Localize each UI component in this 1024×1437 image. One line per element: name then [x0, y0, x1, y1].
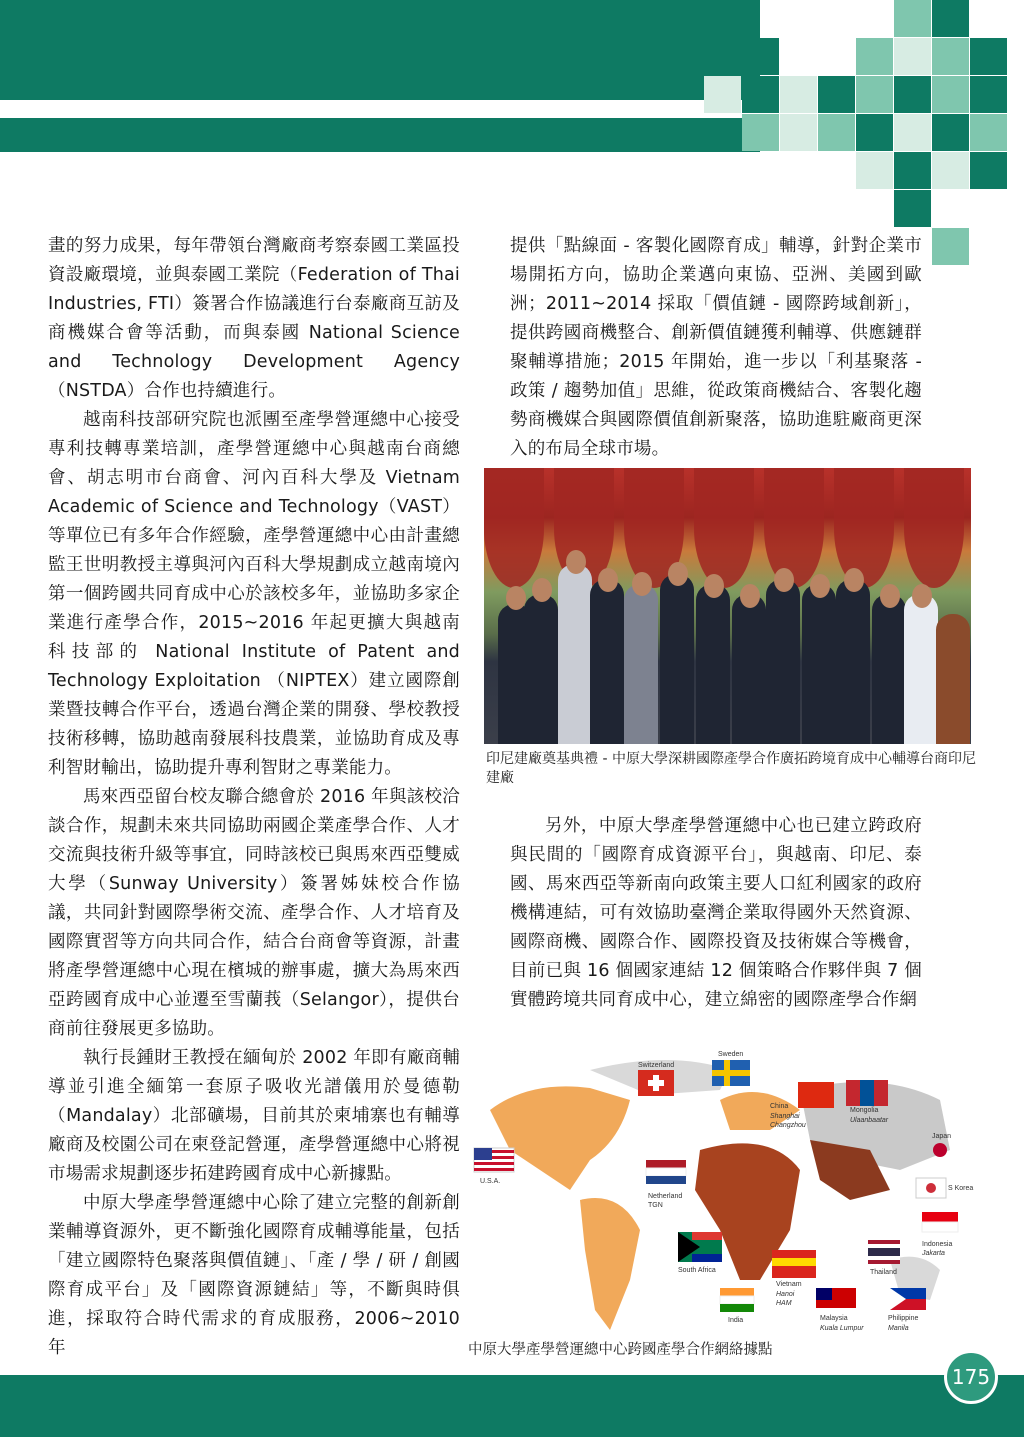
left-paragraph-2: 越南科技部研究院也派團至產學營運總中心接受專利技轉專業培訓，產學營運總中心與越南台商總會、胡志明市台商會、河內百科大學及 Vietnam Academic of Science and Technology（VAST）等單位已有多年合作經驗，產學營運總中心由計畫總監王世明教授主導與河內百科大學規劃成立越南境內第一個跨國共同育成中心於該校多年，並協助多家企業進行產學合作，2015~2016 年起更擴大與越南科技部的 National Institute of Patent and Technology Exploitation （NIPTEX）建立國際創業暨技轉合作平台，透過台灣企業的開發、學校教授技術移轉，協助越南發展科技農業，並協助育成及專利智財輸出，協助提升專利智財之專業能力。 — [48, 410, 460, 778]
right-column-bottom — [510, 812, 922, 1015]
left-paragraph-5: 中原大學產學營運總中心除了建立完整的創新創業輔導資源外，更不斷強化國際育成輔導能量，包括「建立國際特色聚落與價值鏈」、「產 / 學 / 研 / 創國際育成平台」及「國際資源鏈結」等，不斷與時俱進，採取符合時代需求的育成服務，2006~2010 年 — [48, 1193, 460, 1358]
world-network-map — [470, 1040, 974, 1340]
map-label-south-africa: South Africa — [678, 1267, 716, 1274]
netherland-flag-icon — [646, 1160, 686, 1168]
map-label-mongolia: Mongolia — [850, 1107, 879, 1114]
right-column-top — [510, 232, 922, 464]
map-label-vietnam: Vietnam — [776, 1281, 802, 1288]
indonesia-flag-icon — [922, 1212, 958, 1222]
footer-band — [0, 1375, 1024, 1437]
photo-caption: 印尼建廠奠基典禮 - 中原大學深耕國際產學合作廣拓跨境育成中心輔導台商印尼建廠 — [486, 751, 976, 786]
left-paragraph-4: 執行長鍾財王教授在緬甸於 2002 年即有廠商輔導並引進全緬第一套原子吸收光譜儀用於曼德勒（Mandalay）北部礦場，目前其於柬埔寨也有輔導廠商及校園公司在柬登記營運，產學營運總中心將視市場需求規劃逐步拓建跨國育成中心新據點。 — [48, 1048, 460, 1184]
map-label-kl: Kuala Lumpur — [820, 1325, 864, 1332]
page-number: 175 — [944, 1350, 998, 1404]
map-label-shanghai: Shanghai — [770, 1113, 800, 1120]
map-caption: 中原大學產學營運總中心跨國產學合作網絡據點 — [468, 1342, 773, 1358]
map-label-jakarta: Jakarta — [922, 1250, 945, 1257]
map-label-malaysia: Malaysia — [820, 1315, 848, 1322]
map-label-switzerland: Switzerland — [638, 1062, 675, 1069]
map-label-usa: U.S.A. — [480, 1178, 501, 1185]
japan-flag-icon — [933, 1143, 947, 1157]
map-label-indonesia: Indonesia — [922, 1241, 953, 1248]
map-label-china: China — [770, 1103, 789, 1110]
map-label-changzhou: Changzhou — [770, 1122, 806, 1129]
header-band — [0, 0, 760, 100]
right-paragraph-1: 提供「點線面 - 客製化國際育成」輔導，針對企業市場開拓方向，協助企業邁向東協、亞洲、美國到歐洲；2011~2014 採取「價值鏈 - 國際跨域創新」，提供跨國商機整合、創新價值鏈獲利輔導、供應鏈群聚輔導措施；2015 年開始，進一步以「利基聚落 - 政策 / 趨勢加值」思維，從政策商機結合、客製化趨勢商機媒合與國際價值創新聚落，協助進駐廠商更深入的布局全球市場。 — [510, 236, 922, 459]
header-band-lower — [0, 118, 760, 152]
map-label-ulaanbaatar: Ulaanbaatar — [850, 1117, 889, 1124]
map-label-philippine: Philippine — [888, 1315, 919, 1322]
china-flag-icon — [798, 1082, 834, 1108]
left-paragraph-1: 畫的努力成果，每年帶領台灣廠商考察泰國工業區投資設廠環境，並與泰國工業院（Federation of Thai Industries, FTI）簽署合作協議進行台泰廠商互訪及商機媒合會等活動，而與泰國 National Science and Technology Development Agency（NSTDA）合作也持續進行。 — [48, 236, 460, 401]
right-paragraph-2: 另外，中原大學產學營運總中心也已建立跨政府與民間的「國際育成資源平台」，與越南、印尼、泰國、馬來西亞等新南向政策主要人口紅利國家的政府機構連結，可有效協助臺灣企業取得國外天然資源、國際商機、國際合作、國際投資及技術媒合等機會，目前已與 16 個國家連結 12 個策略合作夥伴與 7 個實體跨境共同育成中心，建立綿密的國際產學合作網 — [510, 816, 922, 1010]
map-label-japan: Japan — [932, 1133, 952, 1140]
map-label-netherland: Netherland — [648, 1193, 683, 1200]
india-flag-icon — [720, 1288, 754, 1296]
map-label-hanoi: Hanoi — [776, 1291, 795, 1298]
map-label-manila: Manila — [888, 1325, 909, 1332]
map-label-india: India — [728, 1317, 744, 1324]
map-label-ham: HAM — [776, 1300, 792, 1307]
map-label-thailand: Thailand — [870, 1269, 897, 1276]
header-divider — [0, 104, 760, 114]
map-label-tgn: TGN — [648, 1202, 663, 1209]
left-column — [48, 232, 460, 1363]
map-label-korea: S Korea — [948, 1185, 974, 1192]
map-label-sweden: Sweden — [718, 1051, 744, 1058]
left-paragraph-3: 馬來西亞留台校友聯合總會於 2016 年與該校洽談合作，規劃未來共同協助兩國企業產學合作、人才交流與技術升級等事宜，同時該校已與馬來西亞雙威大學（Sunway University）簽署姊妹校合作協議，共同針對國際學術交流、產學合作、人才培育及國際實習等方向共同合作，結合台商會等資源，計畫將產學營運總中心現在檳城的辦事處，擴大為馬來西亞跨國育成中心並遷至雪蘭莪（Selangor），提供台商前往發展更多協助。 — [48, 787, 460, 1039]
ceremony-photo — [484, 468, 971, 744]
